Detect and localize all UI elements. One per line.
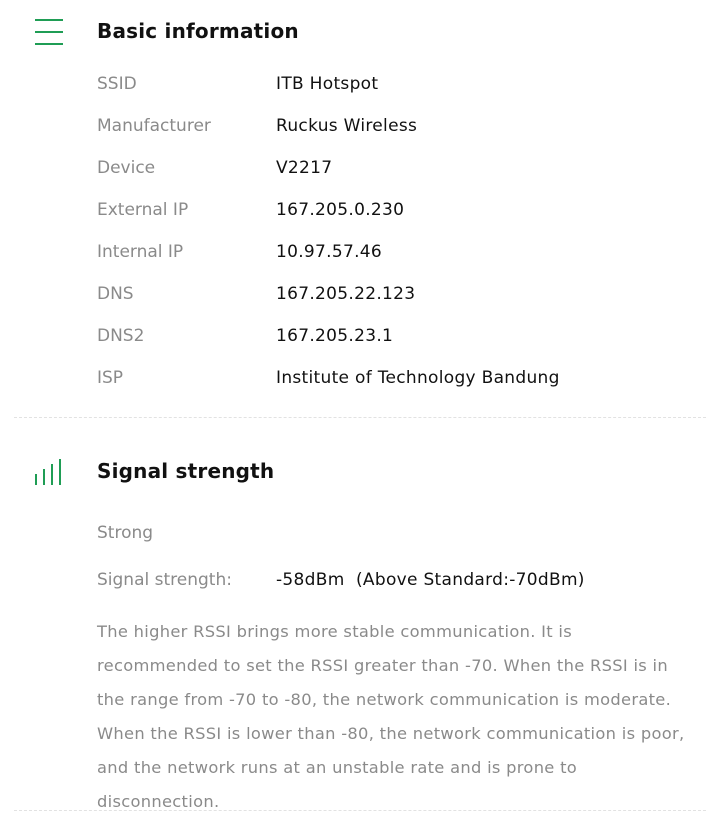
info-value: 167.205.22.123	[276, 284, 416, 304]
basic-information-title: Basic information	[97, 19, 299, 43]
info-value: 167.205.23.1	[276, 326, 394, 346]
info-value: Ruckus Wireless	[276, 116, 418, 136]
signal-bars-icon	[33, 457, 65, 489]
info-value: Institute of Technology Bandung	[276, 368, 560, 388]
menu-lines-icon	[33, 16, 65, 48]
info-row-internal-ip	[0, 242, 720, 270]
info-label: Manufacturer	[97, 116, 211, 136]
info-row-manufacturer	[0, 116, 720, 144]
info-value: 167.205.0.230	[276, 200, 405, 220]
info-label: DNS	[97, 284, 134, 304]
signal-strength-section	[0, 418, 720, 810]
info-label: SSID	[97, 74, 137, 94]
signal-strength-value: -58dBm (Above Standard:-70dBm)	[276, 570, 585, 590]
signal-quality: Strong	[97, 523, 154, 543]
info-row-dns	[0, 284, 720, 312]
info-row-external-ip	[0, 200, 720, 228]
signal-strength-row	[0, 570, 720, 598]
info-label: External IP	[97, 200, 189, 220]
info-label: Internal IP	[97, 242, 184, 262]
info-label: Device	[97, 158, 156, 178]
signal-strength-label: Signal strength:	[97, 570, 232, 590]
info-row-isp	[0, 368, 720, 396]
info-label: DNS2	[97, 326, 145, 346]
info-row-dns2	[0, 326, 720, 354]
info-value: ITB Hotspot	[276, 74, 379, 94]
info-label: ISP	[97, 368, 124, 388]
info-value: 10.97.57.46	[276, 242, 383, 262]
signal-strength-title: Signal strength	[97, 459, 275, 483]
basic-information-header	[0, 14, 720, 54]
signal-strength-header	[0, 454, 720, 494]
info-row-device	[0, 158, 720, 186]
section-divider	[14, 810, 706, 811]
info-value: V2217	[276, 158, 333, 178]
info-row-ssid	[0, 74, 720, 102]
signal-description: The higher RSSI brings more stable communication. It is recommended to set the RSSI greater than -70. When the RSSI is in the range from -70 to -80, the network communication is moderate. When the RSSI is lower than -80, the network communication is poor, and the network runs at an unstable rate and is prone to disconnection.	[97, 622, 685, 811]
